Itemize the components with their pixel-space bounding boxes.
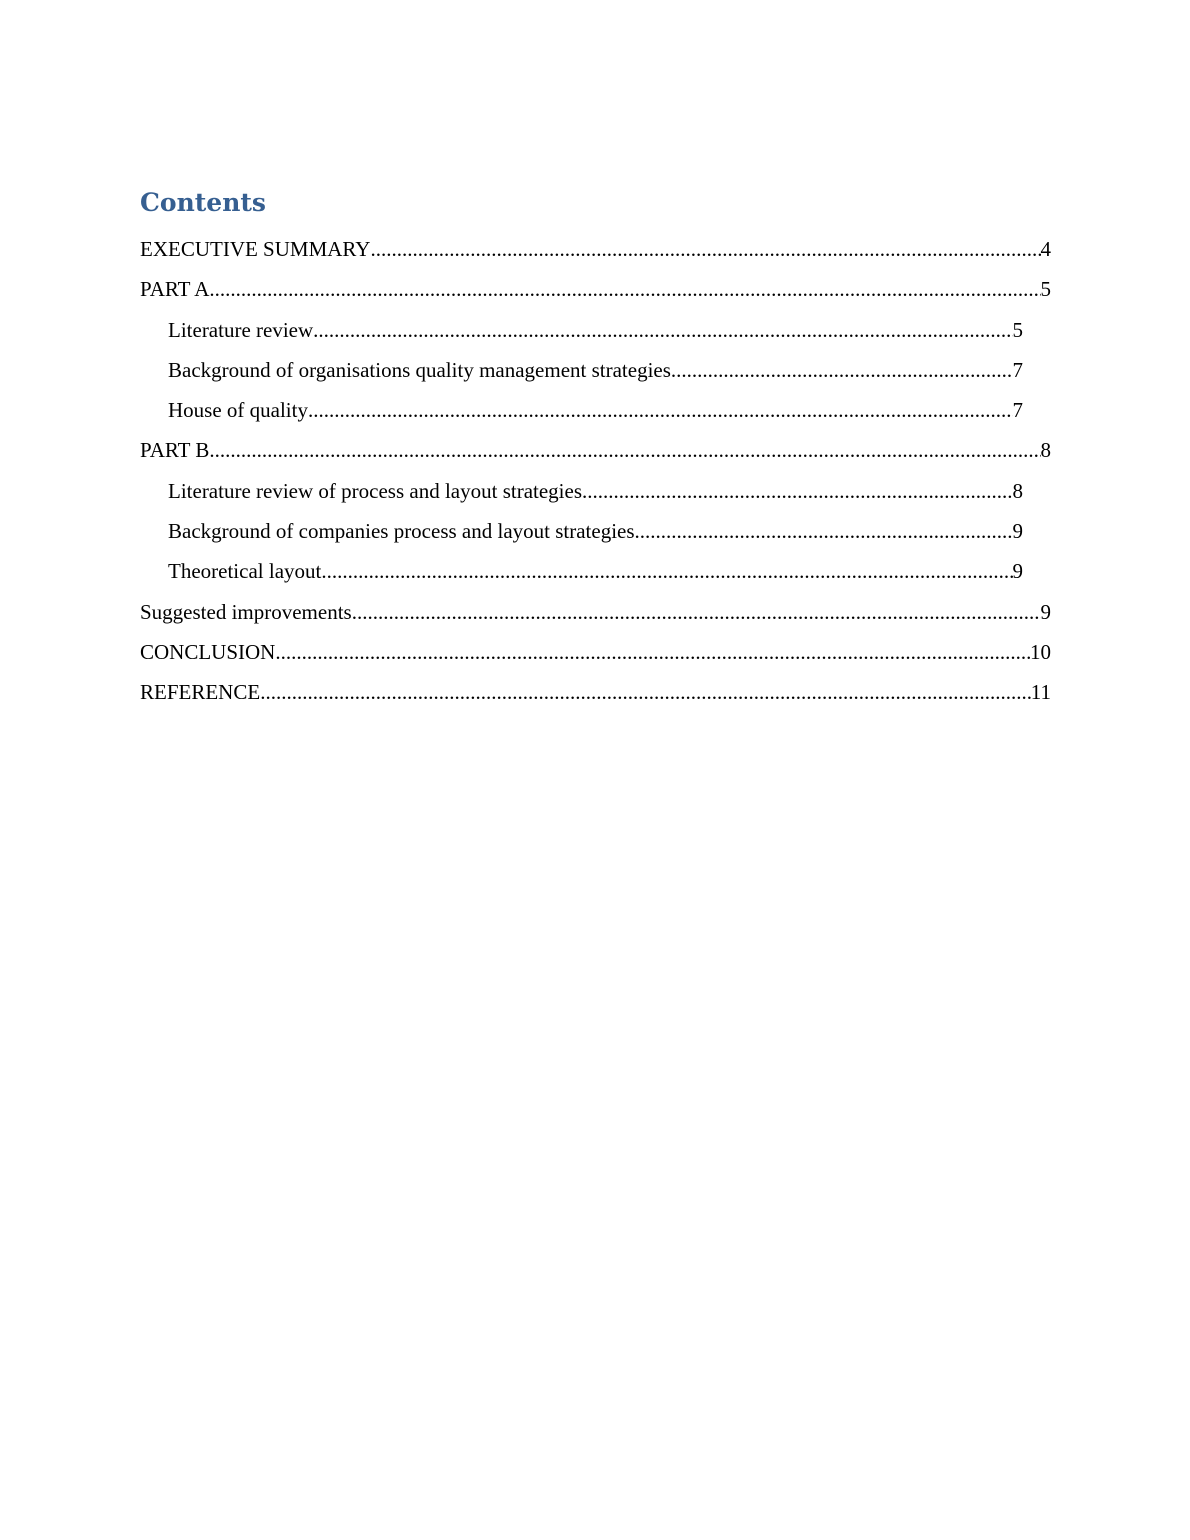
toc-page-number: 7 xyxy=(1012,357,1023,382)
table-of-contents xyxy=(140,229,1051,713)
toc-entry-label: Background of companies process and layout strategies xyxy=(168,519,635,544)
toc-entry-label: House of quality xyxy=(168,398,308,423)
toc-dot-leader xyxy=(582,471,1012,511)
toc-entry-label: Literature review of process and layout strategies xyxy=(168,478,583,503)
toc-page-number: 9 xyxy=(1040,599,1051,624)
toc-dot-leader xyxy=(209,430,1040,470)
toc-entry-executive-summary[interactable] xyxy=(140,229,1051,269)
toc-page-number: 5 xyxy=(1012,317,1023,342)
toc-page-number: 5 xyxy=(1040,277,1051,302)
toc-entry-quality-management-background[interactable] xyxy=(168,350,1023,390)
toc-entry-label: Literature review xyxy=(168,317,314,342)
toc-dot-leader xyxy=(313,310,1012,350)
toc-dot-leader xyxy=(671,350,1013,390)
toc-entry-house-of-quality[interactable] xyxy=(168,390,1023,430)
toc-entry-conclusion[interactable] xyxy=(140,632,1051,672)
toc-entry-label: Background of organisations quality management strategies xyxy=(168,357,671,382)
toc-entry-label: PART B xyxy=(140,438,210,463)
toc-entry-theoretical-layout[interactable] xyxy=(168,551,1023,591)
toc-dot-leader xyxy=(308,390,1013,430)
toc-page-number: 9 xyxy=(1012,559,1023,584)
toc-entry-part-b[interactable] xyxy=(140,430,1051,470)
toc-page-number: 7 xyxy=(1012,398,1023,423)
toc-dot-leader xyxy=(635,511,1013,551)
toc-entry-label: PART A xyxy=(140,277,210,302)
toc-dot-leader xyxy=(321,551,1012,591)
toc-dot-leader xyxy=(275,632,1030,672)
toc-page-number: 8 xyxy=(1040,438,1051,463)
toc-entry-suggested-improvements[interactable] xyxy=(140,592,1051,632)
toc-dot-leader xyxy=(260,672,1031,712)
toc-entry-label: EXECUTIVE SUMMARY xyxy=(140,237,371,261)
toc-entry-label: REFERENCE xyxy=(140,680,261,705)
toc-entry-part-a[interactable] xyxy=(140,269,1051,309)
toc-dot-leader xyxy=(370,229,1040,269)
toc-page-number: 9 xyxy=(1012,519,1023,544)
toc-entry-label: Theoretical layout xyxy=(168,559,322,584)
toc-entry-process-layout-literature[interactable] xyxy=(168,471,1023,511)
toc-heading: Contents xyxy=(140,188,267,217)
toc-page-number: 10 xyxy=(1030,639,1051,664)
toc-entry-process-layout-background[interactable] xyxy=(168,511,1023,551)
toc-dot-leader xyxy=(352,592,1041,632)
toc-entry-label: CONCLUSION xyxy=(140,639,276,664)
toc-page-number: 8 xyxy=(1012,478,1023,503)
toc-dot-leader xyxy=(209,269,1040,309)
toc-entry-label: Suggested improvements xyxy=(140,599,352,624)
toc-entry-literature-review[interactable] xyxy=(168,310,1023,350)
toc-page-number: 11 xyxy=(1030,680,1051,705)
toc-entry-reference[interactable] xyxy=(140,672,1051,712)
toc-page-number: 4 xyxy=(1040,237,1051,261)
